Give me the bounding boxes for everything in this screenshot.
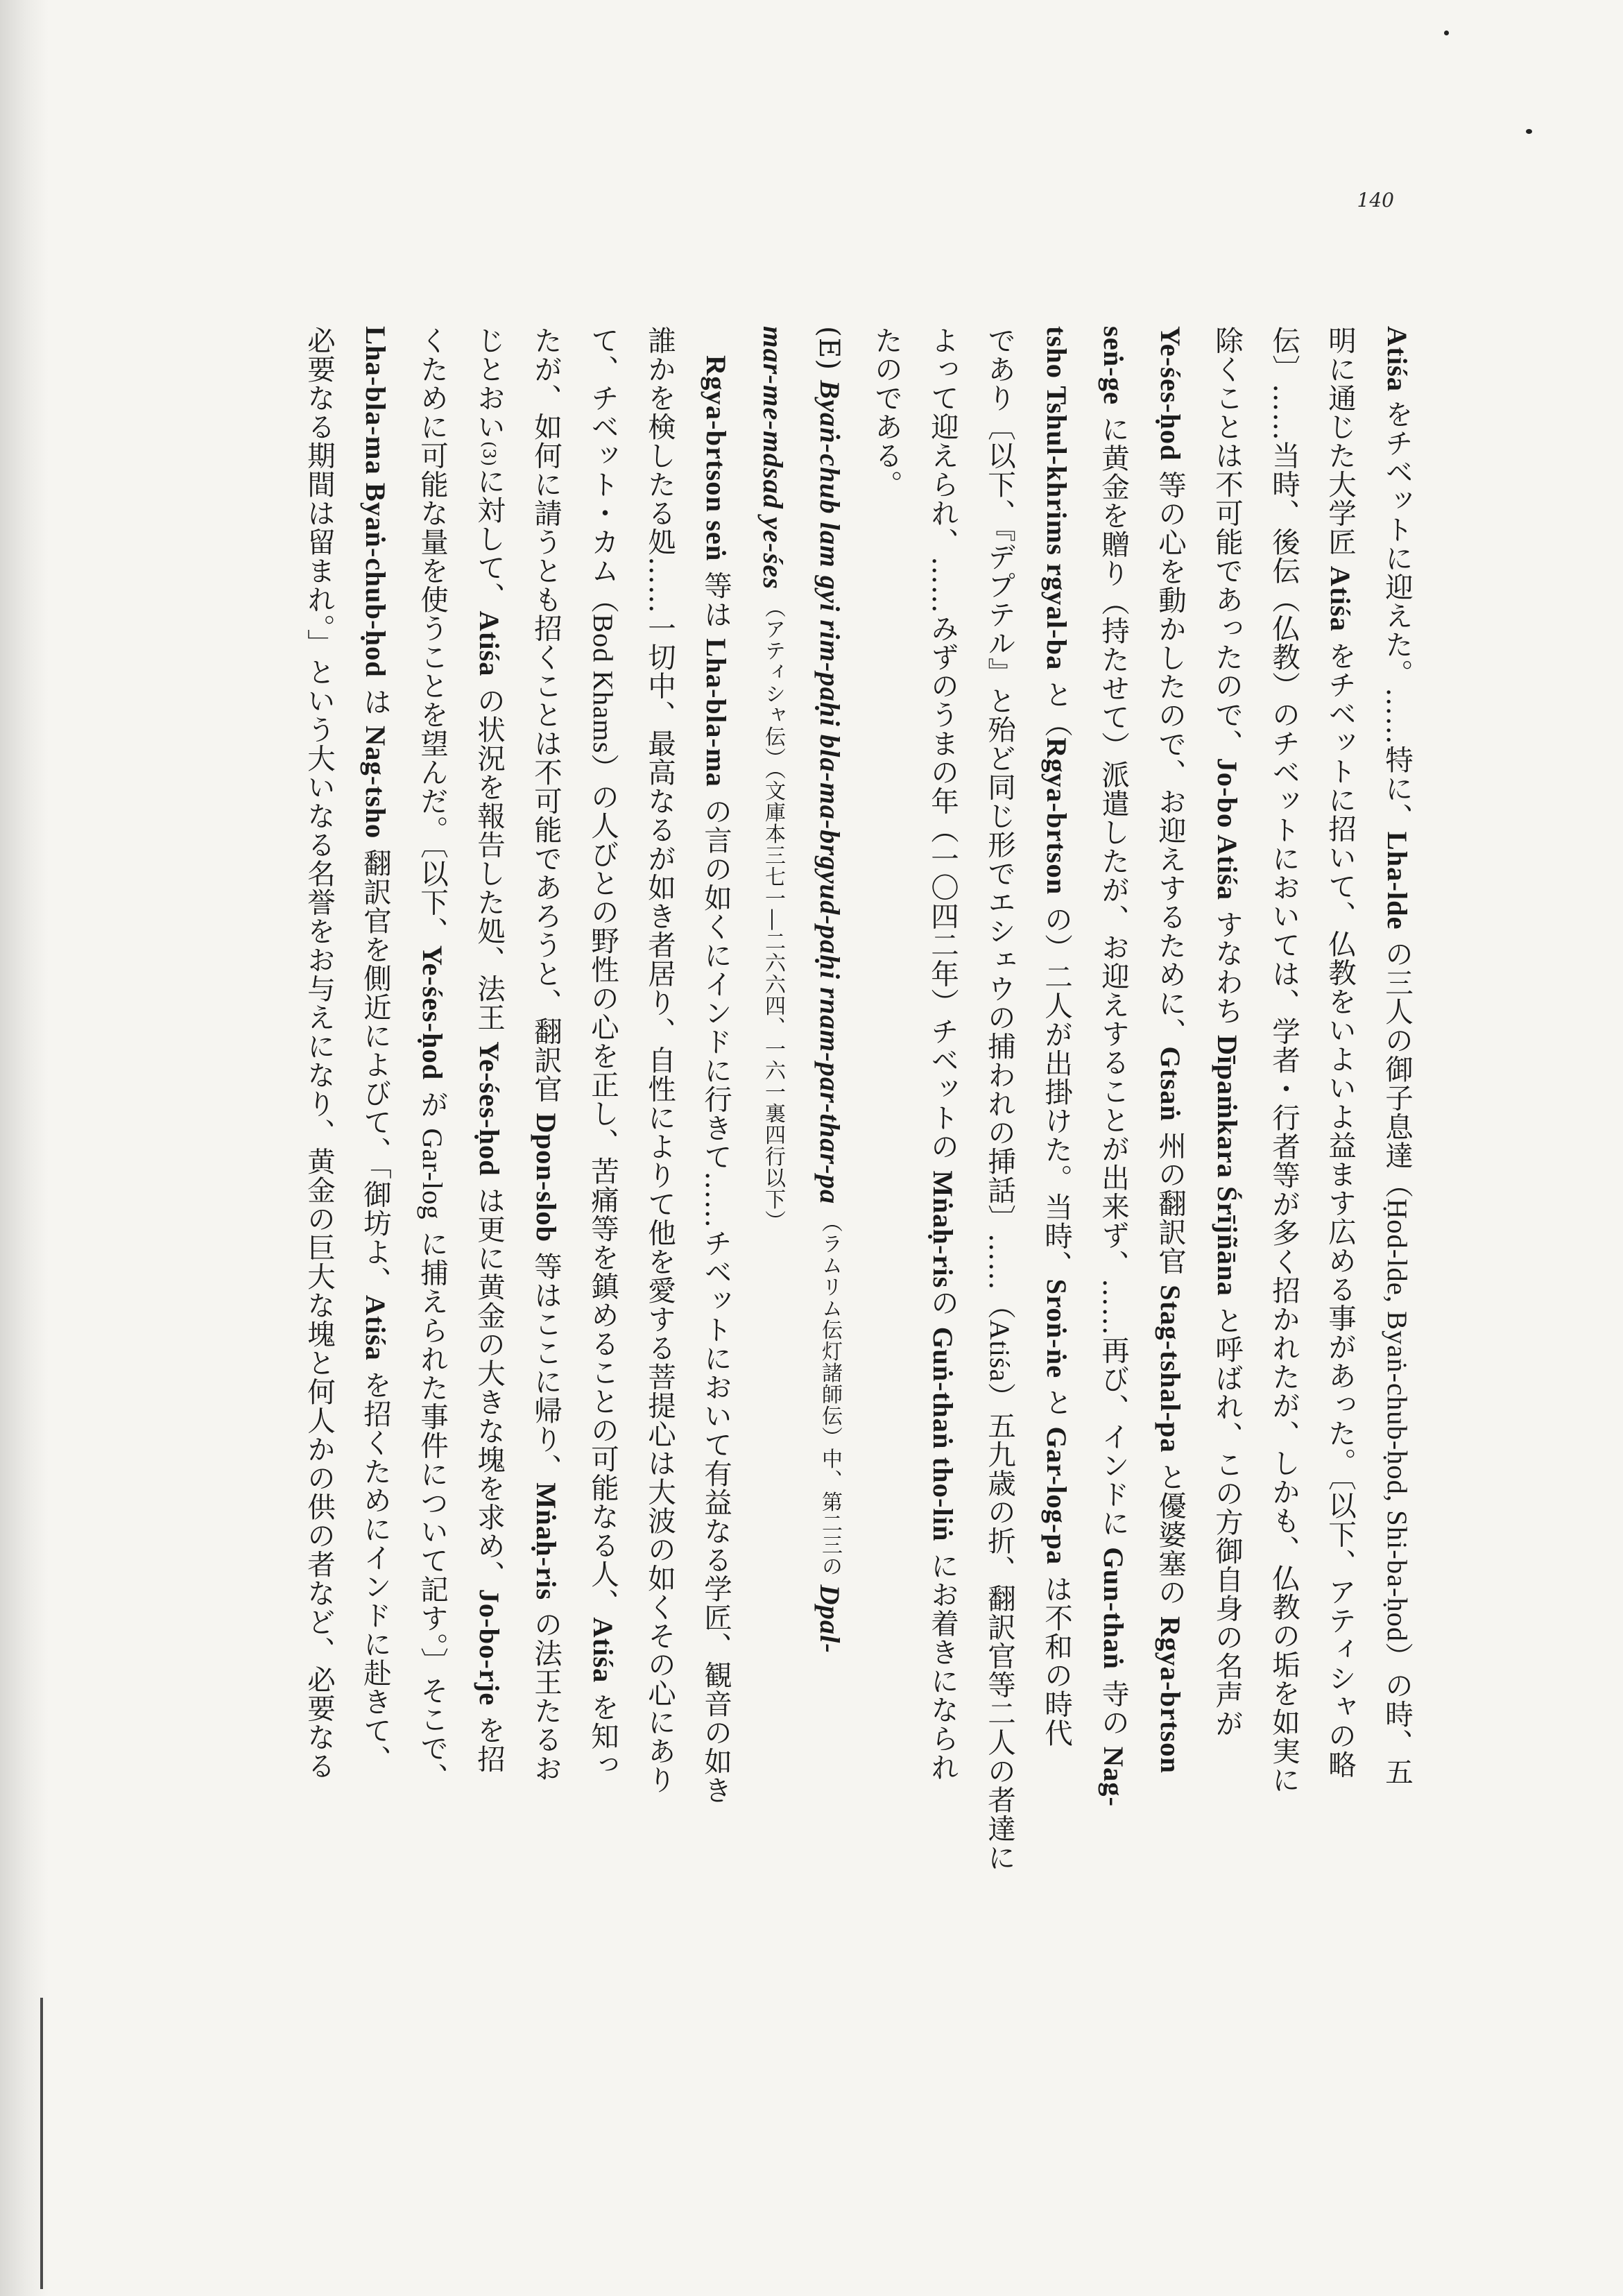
vertical-text-body xyxy=(17,326,1425,2143)
text-column: 除くことは不可能であったので、Jo-bo Atiśa すなわち Dīpaṁkara Śrījñāna と呼ばれ、この方御自身の名声が xyxy=(1210,326,1244,1738)
text-column: seṅ-ge に黄金を贈り（持たせて）派遣したが、お迎えすることが出来ず、……再び、インドに Gun-thaṅ 寺の Nag- xyxy=(1097,326,1130,1808)
section-heading-e: (E) Byaṅ-chub lam gyi rim-paḥi bla-ma-brgyud-paḥi rnam-par-thar-pa （ラムリム伝灯諸師伝）中、第二三の Dpal- xyxy=(813,326,846,1654)
text-column: たが、如何に請うとも招くことは不可能であろうと、翻訳官 Dpon-slob 等はここに帰り、Mṅaḥ-ris の法王たるお xyxy=(529,326,563,1783)
text-column: 必要なる期間は留まれ。」という大いなる名誉をお与えになり、黄金の巨大な塊と何人かの供の者など、必要なる xyxy=(302,326,336,1781)
text-column: Ye-śes-ḥod 等の心を動かしたので、お迎えするために、Gtsaṅ 州の翻訳官 Stag-tshal-pa と優婆塞の Rgya-brtson xyxy=(1153,326,1187,1774)
text-column: くために可能な量を使うことを望んだ。〔以下、Ye-śes-ḥod が Gar-log に捕えられた事件について記す。〕そこで、 xyxy=(415,326,449,1792)
text-column: tsho Tshul-khrims rgyal-ba と（Rgya-brtson の）二人が出掛けた。当時、Sroṅ-ṅe と Gar-log-pa は不和の時代 xyxy=(1040,326,1073,1748)
text-column: Lha-bla-ma Byaṅ-chub-ḥod は Nag-tsho 翻訳官を側近によびて、「御坊よ、Atiśa を招くためにインドに赴きて、 xyxy=(359,326,392,1774)
text-column: Rgya-brtson seṅ 等は Lha-bla-ma の言の如くにインドに行きて……チベットにおいて有益なる学匠、観音の如き xyxy=(699,355,732,1805)
text-column: たのである。 xyxy=(870,326,903,499)
footnote-marker: (3) xyxy=(479,441,499,467)
text-column: 誰かを検したる処……一切中、最高なるが如き者居り、自性によりて他を愛する菩提心は大波の如くその心にあり xyxy=(643,326,676,1794)
text-column: Atiśa をチベットに迎えた。……特に、Lha-lde の三人の御子息達（Ḥod-lde, Byaṅ-chub-ḥod, Shi-ba-ḥod）の時、五 xyxy=(1380,326,1414,1786)
text-column: よって迎えられ、……みずのうまの年（一〇四二年）チベットの Mṅaḥ-risの Guṅ-thaṅ tho-liṅ にお着きになられ xyxy=(926,326,959,1782)
scan-speck xyxy=(1526,129,1532,134)
text-column: て、チベット・カム（Bod Khams）の人びとの野性の心を正し、苦痛等を鎮めることの可能なる人、Atiśa を知っ xyxy=(586,326,619,1779)
text-column: じとおい(3)に対して、Atiśa の状況を報告した処、法王 Ye-śes-ḥod は更に黄金の大きな塊を求め、Jo-bo-rje を招 xyxy=(472,326,506,1774)
scan-speck xyxy=(1444,31,1449,35)
text-column: であり〔以下、『デプテル』と殆ど同じ形でエシェウの捕われの挿話〕……（Atiśa）五九歳の折、翻訳官等二人の者達に xyxy=(983,326,1016,1872)
page-number: 140 xyxy=(1357,189,1394,212)
section-heading-e-cont: mar-me-mdsad ye-śes （アティシャ伝）（文庫本三七一―二六六四、一六一裏四行以下） xyxy=(757,326,789,1232)
text-column: 伝〕……当時、後伝（仏教）のチベットにおいては、学者・行者等が多く招かれたが、しかも、仏教の垢を如実に xyxy=(1267,326,1300,1794)
text-column: 明に通じた大学匠 Atiśa をチベットに招いて、仏教をいよいよ益ます広める事があった。〔以下、アティシャの略 xyxy=(1323,326,1357,1779)
